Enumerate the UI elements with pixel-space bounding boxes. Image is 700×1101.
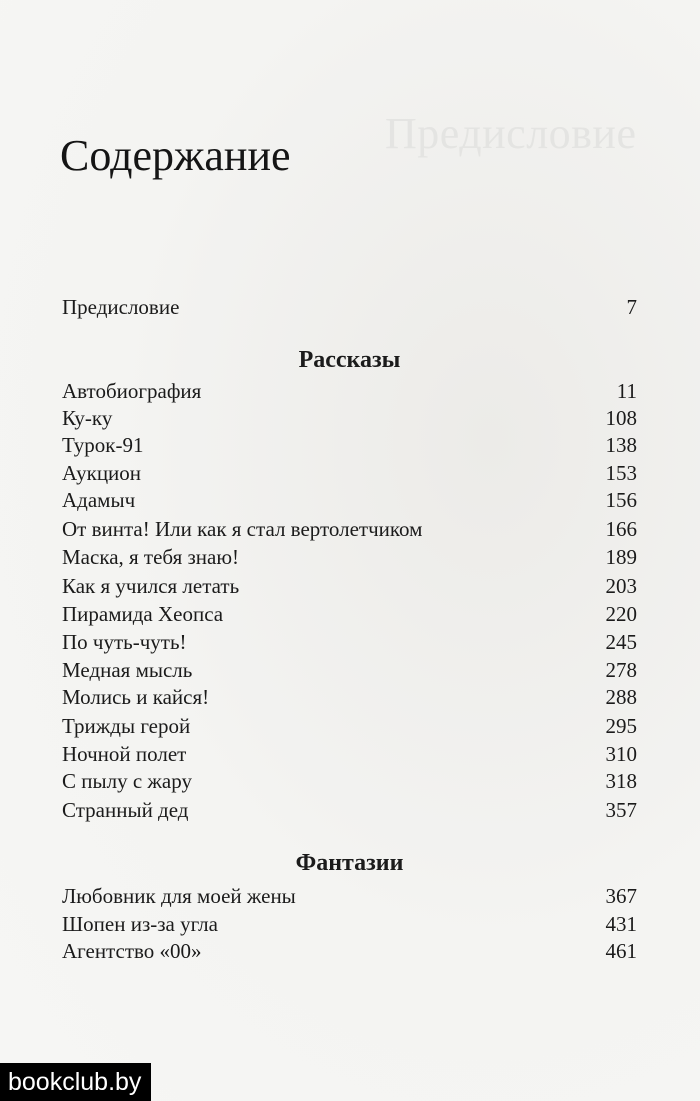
toc-entry-title: Шопен из-за угла	[62, 912, 218, 936]
toc-entry-page: 166	[605, 517, 637, 541]
toc-entry-title: Любовник для моей жены	[62, 884, 296, 908]
toc-entry-title: Автобиография	[62, 379, 202, 403]
section-heading-stories: Рассказы	[298, 347, 401, 373]
toc-entry-title: Аукцион	[62, 461, 142, 485]
toc-entry	[62, 740, 637, 768]
toc-entry	[62, 767, 637, 795]
toc-entry-title: Агентство «00»	[62, 939, 202, 963]
bleed-through-title: Предисловие	[385, 109, 637, 158]
toc-entry-title: Адамыч	[62, 488, 136, 512]
toc-entry-title: Трижды герой	[62, 714, 191, 738]
toc-entry-page: 367	[605, 884, 637, 908]
toc-entry-page: 357	[605, 798, 637, 822]
toc-entry	[62, 459, 637, 487]
toc-entry-page: 156	[605, 488, 637, 512]
toc-entry	[62, 937, 637, 965]
toc-entry-title: Ночной полет	[62, 742, 187, 766]
toc-entry-page: 7	[626, 295, 637, 319]
toc-entry-page: 310	[605, 742, 637, 766]
toc-entry-title: Предисловие	[62, 295, 180, 319]
toc-entry-page: 288	[605, 685, 637, 709]
toc-entry-title: От винта! Или как я стал вертолетчиком	[62, 517, 423, 541]
toc-entry	[62, 515, 637, 543]
toc-entry	[62, 882, 637, 910]
toc-entry-page: 108	[605, 406, 637, 430]
toc-entry	[62, 486, 637, 514]
toc-entry-page: 245	[605, 630, 637, 654]
toc-entry	[62, 543, 637, 571]
toc-entry	[62, 572, 637, 600]
toc-entry	[62, 656, 637, 684]
toc-entry-title: С пылу с жару	[62, 769, 192, 793]
toc-entry-title: Странный дед	[62, 798, 189, 822]
toc-entry	[62, 796, 637, 824]
toc-entry-page: 220	[605, 602, 637, 626]
toc-entry-title: Турок-91	[62, 433, 144, 457]
toc-entry-page: 203	[605, 574, 637, 598]
toc-entry-page: 153	[605, 461, 637, 485]
toc-entry	[62, 377, 637, 405]
toc-entry-page: 461	[605, 939, 637, 963]
toc-entry-page: 431	[605, 912, 637, 936]
toc-entry-page: 11	[616, 379, 637, 403]
toc-entry-title: Молись и кайся!	[62, 685, 210, 709]
toc-entry-preface	[62, 293, 637, 321]
toc-entry-title: Пирамида Хеопса	[62, 602, 224, 626]
toc-entry-page: 278	[605, 658, 637, 682]
site-watermark: bookclub.by	[0, 1063, 151, 1101]
toc-entry-page: 318	[605, 769, 637, 793]
toc-entry	[62, 404, 637, 432]
toc-entry	[62, 431, 637, 459]
page-title: Содержание	[60, 131, 291, 180]
toc-entry-page: 189	[605, 545, 637, 569]
toc-entry-title: Медная мысль	[62, 658, 193, 682]
toc-entry	[62, 600, 637, 628]
toc-entry-page: 295	[605, 714, 637, 738]
toc-entry	[62, 712, 637, 740]
toc-entry-title: По чуть-чуть!	[62, 630, 187, 654]
toc-entry-title: Как я учился летать	[62, 574, 240, 598]
toc-entry	[62, 628, 637, 656]
toc-entry	[62, 910, 637, 938]
toc-entry-page: 138	[605, 433, 637, 457]
section-heading-fantasies: Фантазии	[295, 850, 404, 876]
toc-entry-title: Маска, я тебя знаю!	[62, 545, 240, 569]
toc-entry	[62, 683, 637, 711]
toc-entry-title: Ку-ку	[62, 406, 113, 430]
